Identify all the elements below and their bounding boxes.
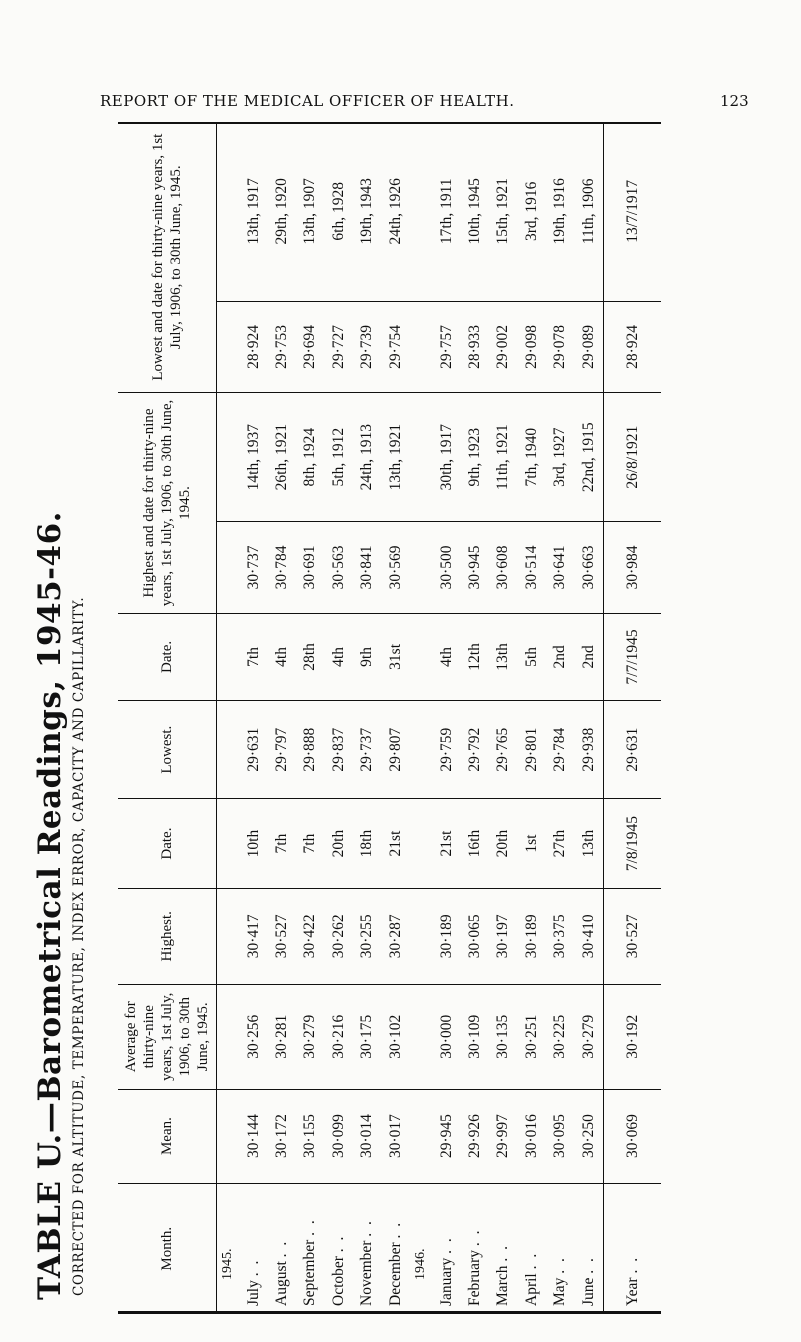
table-row (432, 122, 460, 1314)
high-date-cell: 27th (546, 799, 574, 889)
l39-date-cell: 3rd, 1916 (518, 122, 546, 301)
table-row (353, 122, 381, 1314)
h39-date-cell: 8th, 1924 (296, 393, 324, 522)
mean-cell: 29·945 (432, 1089, 460, 1183)
year-month: Year . . (604, 1183, 661, 1314)
highest-cell: 30·527 (268, 888, 296, 984)
table-border-bottom (118, 1311, 661, 1314)
year-low-date: 7/7/1945 (604, 613, 661, 700)
mean-cell: 30·095 (546, 1089, 574, 1183)
h39-date-cell: 7th, 1940 (518, 393, 546, 522)
h39-value-cell: 30·641 (546, 522, 574, 614)
year-h39-date: 26/8/1921 (604, 393, 661, 522)
high-date-cell: 13th (575, 799, 604, 889)
table-row (546, 122, 574, 1314)
highest-cell: 30·189 (518, 888, 546, 984)
table-title: TABLE U.—Barometrical Readings, 1945-46. (32, 511, 68, 1300)
average-cell: 30·000 (432, 984, 460, 1089)
page-header-title: REPORT OF THE MEDICAL OFFICER OF HEALTH. (100, 92, 515, 110)
h39-value-cell: 30·841 (353, 522, 381, 614)
low-date-cell: 2nd (546, 613, 574, 700)
average-cell: 30·251 (518, 984, 546, 1089)
h39-value-cell: 30·569 (382, 522, 411, 614)
h39-date-cell: 22nd, 1915 (575, 393, 604, 522)
h39-value-cell: 30·563 (325, 522, 353, 614)
h39-value-cell: 30·663 (575, 522, 604, 614)
average-cell: 30·102 (382, 984, 411, 1089)
header-row (118, 122, 217, 1314)
highest-cell: 30·375 (546, 888, 574, 984)
l39-value-cell: 28·933 (461, 301, 489, 393)
year-lowest: 29·631 (604, 701, 661, 799)
l39-date-cell: 10th, 1945 (461, 122, 489, 301)
year-row (604, 122, 661, 1314)
lowest-cell: 29·801 (518, 701, 546, 799)
high-date-cell: 7th (268, 799, 296, 889)
h39-value-cell: 30·608 (489, 522, 517, 614)
l39-value-cell: 29·757 (432, 301, 460, 393)
h39-date-cell: 24th, 1913 (353, 393, 381, 522)
table-row (489, 122, 517, 1314)
header-lowest-39: Lowest and date for thirty-nine years, 1st July, 1906, to 30th June, 1945. (118, 122, 217, 393)
low-date-cell: 13th (489, 613, 517, 700)
l39-date-cell: 19th, 1943 (353, 122, 381, 301)
highest-cell: 30·189 (432, 888, 460, 984)
h39-date-cell: 9th, 1923 (461, 393, 489, 522)
lowest-cell: 29·792 (461, 701, 489, 799)
lowest-cell: 29·784 (546, 701, 574, 799)
month-cell: March . . (494, 1244, 512, 1306)
h39-date-cell: 5th, 1912 (325, 393, 353, 522)
l39-value-cell: 29·078 (546, 301, 574, 393)
average-cell: 30·216 (325, 984, 353, 1089)
section-row-1945 (217, 122, 240, 1314)
mean-cell: 30·250 (575, 1089, 604, 1183)
low-date-cell: 2nd (575, 613, 604, 700)
running-header (0, 92, 801, 116)
high-date-cell: 21st (432, 799, 460, 889)
month-cell: June . . (579, 1256, 597, 1306)
year-average: 30·192 (604, 984, 661, 1089)
table-subtitle: CORRECTED FOR ALTITUDE, TEMPERATURE, INDEX ERROR, CAPACITY AND CAPILLARITY. (71, 596, 87, 1296)
average-cell: 30·279 (575, 984, 604, 1089)
month-cell: November . . (358, 1219, 376, 1306)
high-date-cell: 16th (461, 799, 489, 889)
h39-date-cell: 11th, 1921 (489, 393, 517, 522)
mean-cell: 29·926 (461, 1089, 489, 1183)
table-row (325, 122, 353, 1314)
year-highest: 30·527 (604, 888, 661, 984)
high-date-cell: 21st (382, 799, 411, 889)
l39-date-cell: 24th, 1926 (382, 122, 411, 301)
h39-date-cell: 13th, 1921 (382, 393, 411, 522)
year-l39-value: 28·924 (604, 301, 661, 393)
high-date-cell: 18th (353, 799, 381, 889)
mean-cell: 30·144 (239, 1089, 267, 1183)
table-row (296, 122, 324, 1314)
year-high-date: 7/8/1945 (604, 799, 661, 889)
high-date-cell: 20th (489, 799, 517, 889)
highest-cell: 30·410 (575, 888, 604, 984)
year-mean: 30·069 (604, 1089, 661, 1183)
l39-date-cell: 6th, 1928 (325, 122, 353, 301)
header-average: Average for thirty-nine years, 1st July, 1906, to 30th June, 1945. (118, 984, 217, 1089)
average-cell: 30·225 (546, 984, 574, 1089)
month-cell: September . . (301, 1218, 319, 1306)
lowest-cell: 29·737 (353, 701, 381, 799)
l39-value-cell: 29·089 (575, 301, 604, 393)
header-highest-39: Highest and date for thirty-nine years, 1st July, 1906, to 30th June, 1945. (118, 393, 217, 613)
h39-value-cell: 30·514 (518, 522, 546, 614)
average-cell: 30·256 (239, 984, 267, 1089)
average-cell: 30·109 (461, 984, 489, 1089)
l39-date-cell: 11th, 1906 (575, 122, 604, 301)
highest-cell: 30·255 (353, 888, 381, 984)
month-cell: February . . (466, 1228, 484, 1306)
low-date-cell: 4th (325, 613, 353, 700)
table-row (518, 122, 546, 1314)
h39-date-cell: 26th, 1921 (268, 393, 296, 522)
highest-cell: 30·065 (461, 888, 489, 984)
l39-value-cell: 29·694 (296, 301, 324, 393)
h39-value-cell: 30·784 (268, 522, 296, 614)
high-date-cell: 10th (239, 799, 267, 889)
lowest-cell: 29·888 (296, 701, 324, 799)
rotated-table-wrapper (118, 122, 661, 1314)
lowest-cell: 29·765 (489, 701, 517, 799)
low-date-cell: 4th (268, 613, 296, 700)
mean-cell: 30·016 (518, 1089, 546, 1183)
header-date-high: Date. (118, 799, 217, 889)
average-cell: 30·281 (268, 984, 296, 1089)
l39-value-cell: 28·924 (239, 301, 267, 393)
l39-date-cell: 13th, 1917 (239, 122, 267, 301)
section-label: 1946. (413, 1248, 429, 1280)
table-row (239, 122, 267, 1314)
lowest-cell: 29·631 (239, 701, 267, 799)
barometer-table-frame (118, 122, 661, 1314)
highest-cell: 30·262 (325, 888, 353, 984)
lowest-cell: 29·797 (268, 701, 296, 799)
table-row (461, 122, 489, 1314)
high-date-cell: 7th (296, 799, 324, 889)
l39-date-cell: 19th, 1916 (546, 122, 574, 301)
h39-value-cell: 30·945 (461, 522, 489, 614)
l39-date-cell: 17th, 1911 (432, 122, 460, 301)
low-date-cell: 7th (239, 613, 267, 700)
highest-cell: 30·197 (489, 888, 517, 984)
low-date-cell: 12th (461, 613, 489, 700)
l39-value-cell: 29·098 (518, 301, 546, 393)
header-highest: Highest. (118, 888, 217, 984)
h39-value-cell: 30·500 (432, 522, 460, 614)
lowest-cell: 29·807 (382, 701, 411, 799)
header-date-low: Date. (118, 613, 217, 700)
low-date-cell: 4th (432, 613, 460, 700)
mean-cell: 30·014 (353, 1089, 381, 1183)
l39-date-cell: 29th, 1920 (268, 122, 296, 301)
mean-cell: 30·172 (268, 1089, 296, 1183)
month-cell: October . . (329, 1234, 347, 1306)
low-date-cell: 9th (353, 613, 381, 700)
l39-value-cell: 29·754 (382, 301, 411, 393)
mean-cell: 30·017 (382, 1089, 411, 1183)
table-row (268, 122, 296, 1314)
h39-value-cell: 30·737 (239, 522, 267, 614)
table-row (382, 122, 411, 1314)
month-cell: January . . (437, 1236, 455, 1306)
lowest-cell: 29·938 (575, 701, 604, 799)
l39-value-cell: 29·727 (325, 301, 353, 393)
barometer-table (118, 122, 661, 1314)
highest-cell: 30·417 (239, 888, 267, 984)
average-cell: 30·175 (353, 984, 381, 1089)
page-number: 123 (720, 92, 749, 110)
high-date-cell: 20th (325, 799, 353, 889)
l39-value-cell: 29·002 (489, 301, 517, 393)
month-cell: December . . (386, 1220, 404, 1306)
low-date-cell: 28th (296, 613, 324, 700)
section-row-1946 (410, 122, 432, 1314)
highest-cell: 30·287 (382, 888, 411, 984)
header-month: Month. (118, 1183, 217, 1314)
high-date-cell: 1st (518, 799, 546, 889)
mean-cell: 30·155 (296, 1089, 324, 1183)
l39-value-cell: 29·753 (268, 301, 296, 393)
l39-date-cell: 15th, 1921 (489, 122, 517, 301)
section-label: 1945. (220, 1248, 236, 1280)
lowest-cell: 29·837 (325, 701, 353, 799)
header-lowest: Lowest. (118, 701, 217, 799)
average-cell: 30·279 (296, 984, 324, 1089)
average-cell: 30·135 (489, 984, 517, 1089)
h39-date-cell: 14th, 1937 (239, 393, 267, 522)
month-cell: July . . (244, 1258, 262, 1306)
h39-date-cell: 3rd, 1927 (546, 393, 574, 522)
h39-value-cell: 30·691 (296, 522, 324, 614)
low-date-cell: 5th (518, 613, 546, 700)
lowest-cell: 29·759 (432, 701, 460, 799)
h39-date-cell: 30th, 1917 (432, 393, 460, 522)
l39-date-cell: 13th, 1907 (296, 122, 324, 301)
mean-cell: 30·099 (325, 1089, 353, 1183)
table-row (575, 122, 604, 1314)
header-mean: Mean. (118, 1089, 217, 1183)
month-cell: April . . (522, 1251, 540, 1306)
month-cell: May . . (551, 1256, 569, 1306)
l39-value-cell: 29·739 (353, 301, 381, 393)
year-l39-date: 13/7/1917 (604, 122, 661, 301)
month-cell: August . . (273, 1239, 291, 1306)
year-h39-value: 30·984 (604, 522, 661, 614)
highest-cell: 30·422 (296, 888, 324, 984)
mean-cell: 29·997 (489, 1089, 517, 1183)
low-date-cell: 31st (382, 613, 411, 700)
